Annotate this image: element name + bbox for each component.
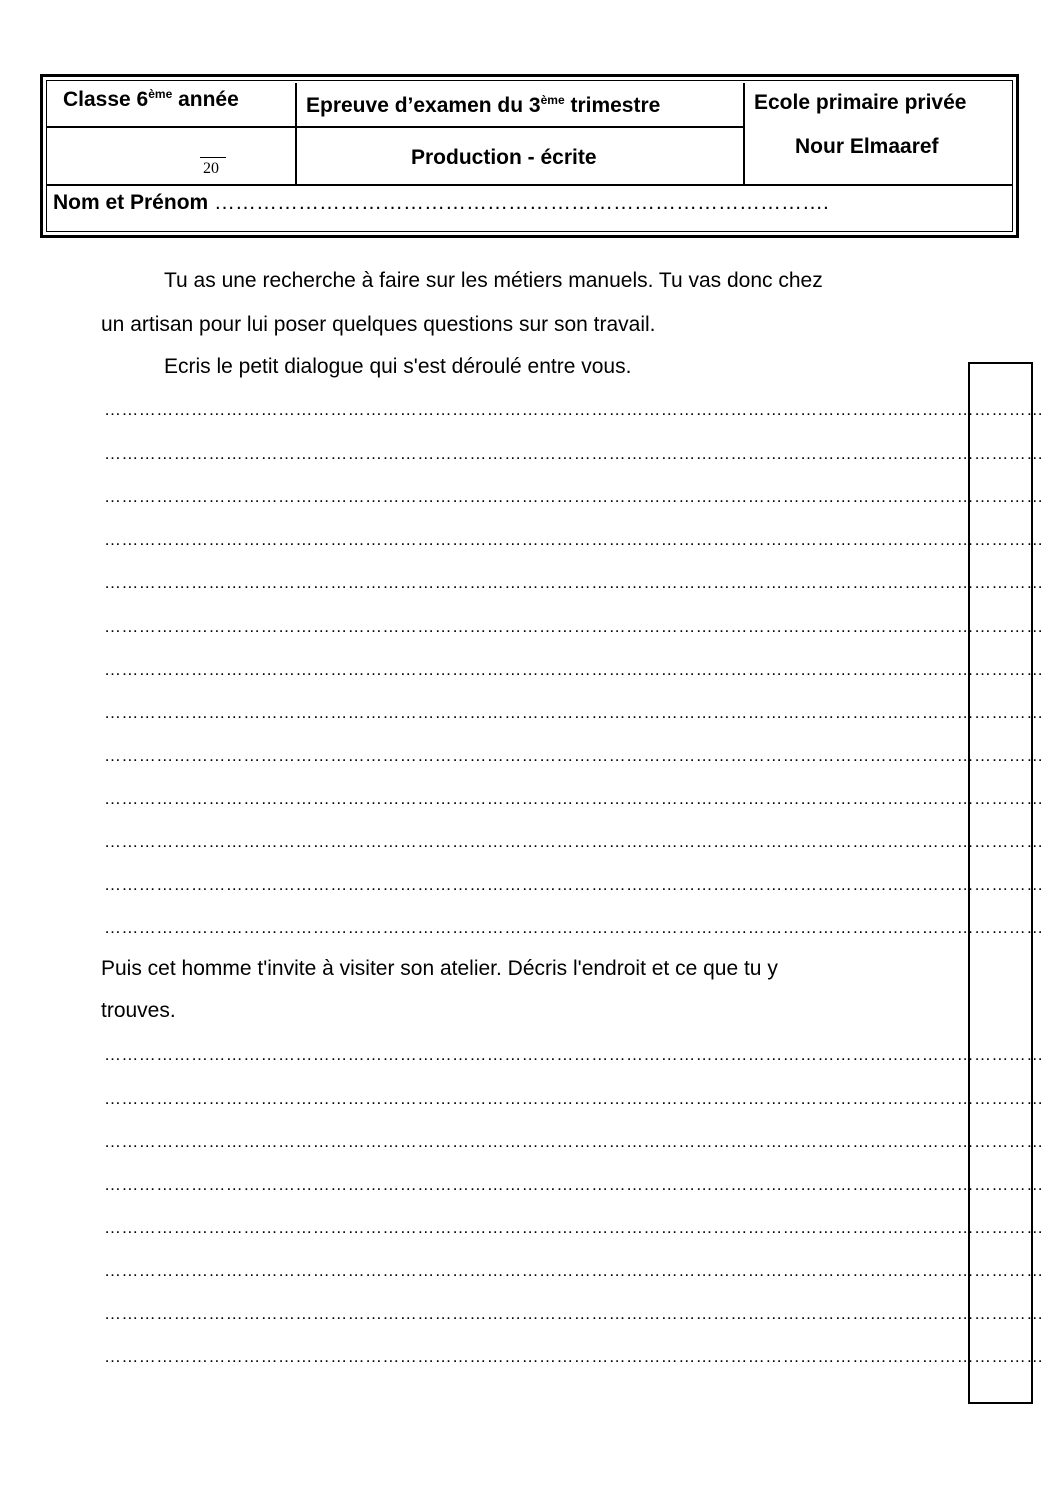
writing-line[interactable]: ……………………………………………………………………………………………………………………………………………… <box>104 1132 1044 1151</box>
writing-line[interactable]: ……………………………………………………………………………………………………………………………………………… <box>104 444 1044 463</box>
writing-line[interactable]: ……………………………………………………………………………………………………………………………………………… <box>104 530 1044 549</box>
instruction-line-2: un artisan pour lui poser quelques questions sur son travail. <box>101 313 656 336</box>
name-field: Nom et Prénom ……………………………………………………………………………. <box>53 191 829 214</box>
writing-line[interactable]: ……………………………………………………………………………………………………………………………………………… <box>104 918 1044 937</box>
writing-line[interactable]: ……………………………………………………………………………………………………………………………………………… <box>104 1304 1044 1323</box>
exam-cell: Epreuve d’examen du 3ème trimestre <box>306 93 661 117</box>
writing-line[interactable]: ……………………………………………………………………………………………………………………………………………… <box>104 660 1044 679</box>
writing-line[interactable]: ……………………………………………………………………………………………………………………………………………… <box>104 789 1044 808</box>
instruction-line-4: Puis cet homme t'invite à visiter son atelier. Décris l'endroit et ce que tu y <box>101 957 778 980</box>
writing-line[interactable]: ……………………………………………………………………………………………………………………………………………… <box>104 1089 1044 1108</box>
header-table <box>40 74 1019 238</box>
header-row-divider-1 <box>47 126 743 128</box>
writing-line[interactable]: ……………………………………………………………………………………………………………………………………………… <box>104 1347 1044 1366</box>
subject-cell: Production - écrite <box>411 146 597 169</box>
writing-line[interactable]: ……………………………………………………………………………………………………………………………………………… <box>104 875 1044 894</box>
school-name-line1: Ecole primaire privée <box>754 91 967 114</box>
writing-line[interactable]: ……………………………………………………………………………………………………………………………………………… <box>104 400 1044 419</box>
writing-line[interactable]: ……………………………………………………………………………………………………………………………………………… <box>104 573 1044 592</box>
writing-line[interactable]: ……………………………………………………………………………………………………………………………………………… <box>104 1218 1044 1237</box>
header-divider-1 <box>295 83 297 185</box>
score-fraction-bar <box>200 157 226 158</box>
class-cell: Classe 6ème année <box>63 87 239 111</box>
score-denominator: 20 <box>203 160 219 177</box>
writing-line[interactable]: ……………………………………………………………………………………………………………………………………………… <box>104 1261 1044 1280</box>
school-name-line2: Nour Elmaaref <box>795 135 939 158</box>
writing-line[interactable]: ……………………………………………………………………………………………………………………………………………… <box>104 617 1044 636</box>
writing-line[interactable]: ……………………………………………………………………………………………………………………………………………… <box>104 703 1044 722</box>
writing-line[interactable]: ……………………………………………………………………………………………………………………………………………… <box>104 1045 1044 1064</box>
header-row-divider-2 <box>47 184 1012 186</box>
instruction-line-3: Ecris le petit dialogue qui s'est déroulé entre vous. <box>164 355 632 378</box>
writing-line[interactable]: ……………………………………………………………………………………………………………………………………………… <box>104 1175 1044 1194</box>
writing-line[interactable]: ……………………………………………………………………………………………………………………………………………… <box>104 487 1044 506</box>
instruction-line-1: Tu as une recherche à faire sur les métiers manuels. Tu vas donc chez <box>164 269 823 292</box>
instruction-line-5: trouves. <box>101 999 176 1022</box>
writing-line[interactable]: ……………………………………………………………………………………………………………………………………………… <box>104 832 1044 851</box>
header-divider-2 <box>743 83 745 185</box>
grading-margin-box <box>968 362 1033 1404</box>
writing-line[interactable]: ……………………………………………………………………………………………………………………………………………… <box>104 746 1044 765</box>
